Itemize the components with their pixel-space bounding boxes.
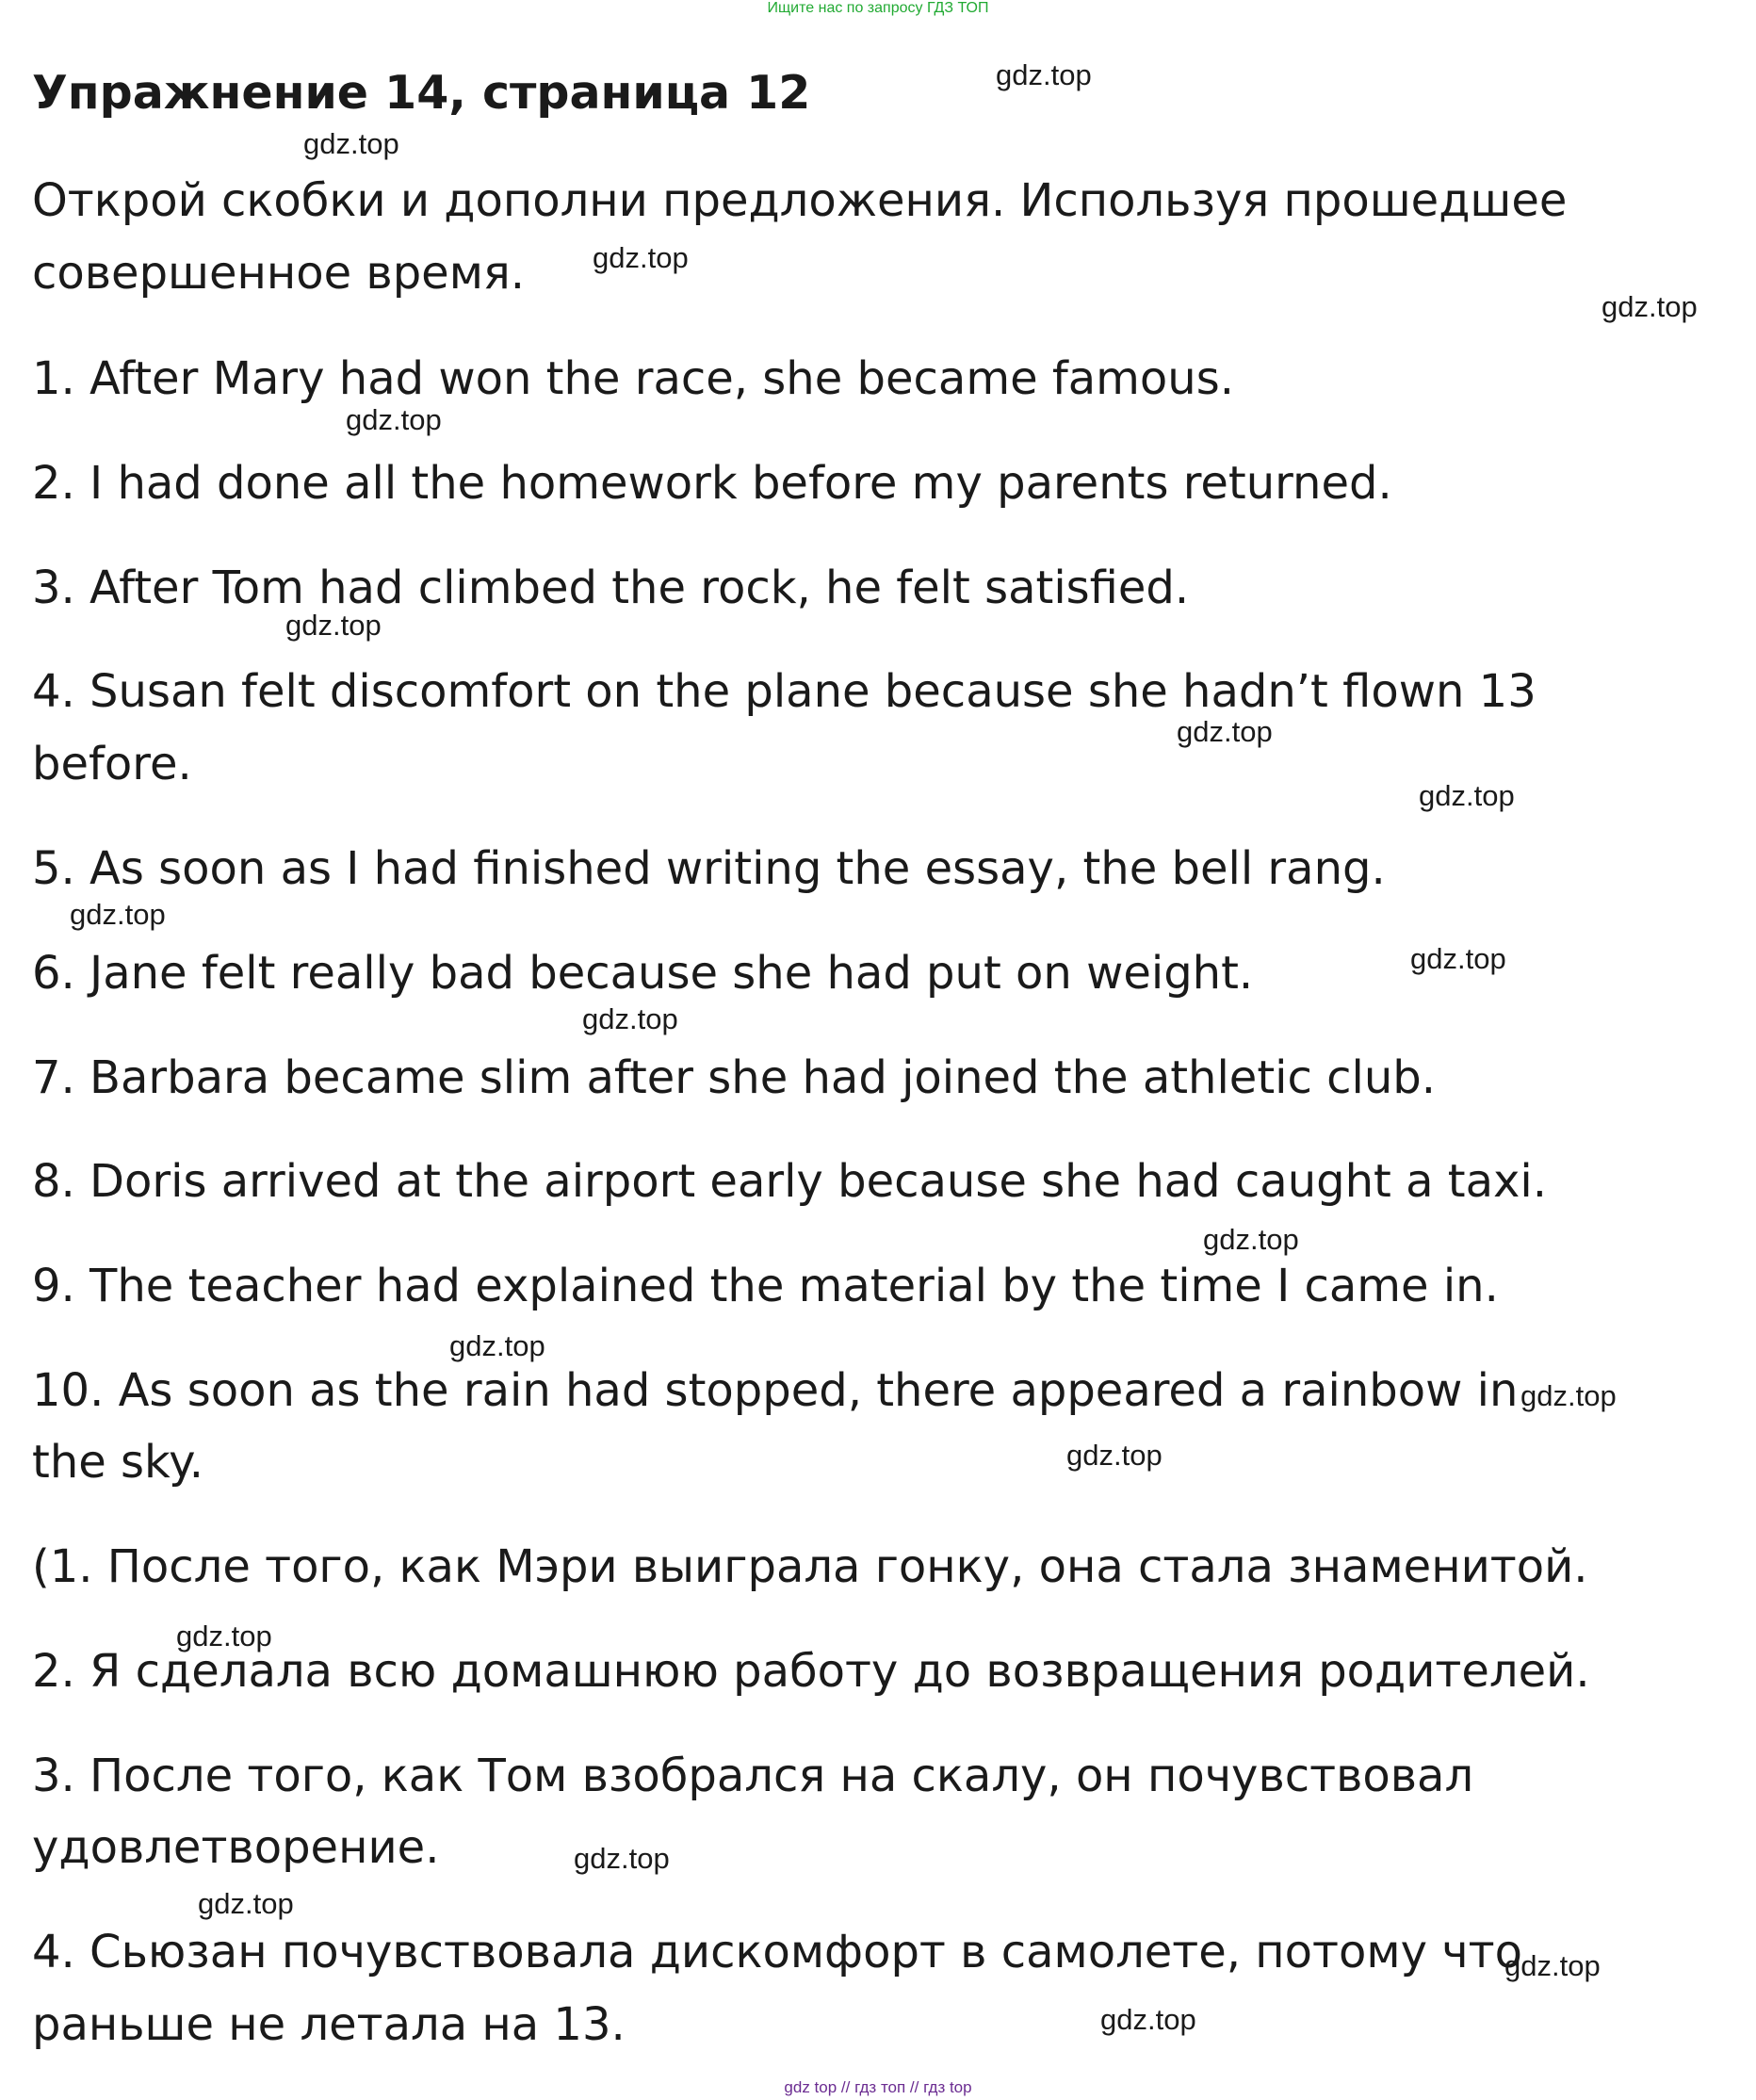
page-title: Упражнение 14, страница 12 (32, 66, 811, 120)
watermark: gdz.top (1203, 1223, 1299, 1256)
answer-line-3: 3. After Tom had climbed the rock, he felt satisfied. (32, 562, 1190, 614)
watermark: gdz.top (1520, 1379, 1617, 1412)
watermark: gdz.top (1602, 290, 1698, 323)
watermark: gdz.top (198, 1887, 294, 1920)
top-banner: Ищите нас по запросу ГДЗ ТОП (767, 0, 989, 16)
watermark: gdz.top (593, 241, 689, 274)
footer-watermark: gdz top // гдз топ // гдз top (784, 2078, 972, 2096)
answer-line-10a: 10. As soon as the rain had stopped, there appeared a rainbow in (32, 1364, 1519, 1417)
translation-line-4a: 4. Сьюзан почувствовала дискомфорт в самолете, потому что (32, 1926, 1522, 1978)
watermark: gdz.top (449, 1329, 545, 1362)
answer-line-9: 9. The teacher had explained the material by the time I came in. (32, 1260, 1499, 1312)
instruction-line-1: Открой скобки и дополни предложения. Используя прошедшее (32, 174, 1568, 227)
answer-line-4b: before. (32, 738, 192, 790)
answer-line-2: 2. I had done all the homework before my parents returned. (32, 457, 1392, 510)
translation-line-3b: удовлетворение. (32, 1821, 440, 1874)
translation-line-3a: 3. После того, как Том взобрался на скалу, он почувствовал (32, 1750, 1474, 1802)
answer-line-4a: 4. Susan felt discomfort on the plane because she hadn’t flown 13 (32, 665, 1536, 718)
watermark: gdz.top (996, 58, 1092, 91)
answer-line-5: 5. As soon as I had finished writing the essay, the bell rang. (32, 842, 1386, 895)
watermark: gdz.top (1410, 942, 1506, 975)
watermark: gdz.top (582, 1002, 678, 1035)
watermark: gdz.top (1177, 715, 1273, 748)
watermark: gdz.top (70, 898, 166, 931)
instruction-line-2: совершенное время. (32, 247, 526, 300)
watermark: gdz.top (1504, 1949, 1601, 1982)
answer-line-10b: the sky. (32, 1436, 203, 1489)
watermark: gdz.top (346, 403, 442, 436)
answer-line-7: 7. Barbara became slim after she had joined the athletic club. (32, 1051, 1437, 1104)
watermark: gdz.top (303, 127, 399, 160)
answer-line-8: 8. Doris arrived at the airport early because she had caught a taxi. (32, 1155, 1547, 1208)
answer-line-1: 1. After Mary had won the race, she became famous. (32, 352, 1234, 405)
watermark: gdz.top (1066, 1439, 1163, 1472)
answer-line-6: 6. Jane felt really bad because she had put on weight. (32, 947, 1254, 1000)
watermark: gdz.top (574, 1842, 670, 1875)
watermark: gdz.top (285, 609, 382, 642)
translation-line-4b: раньше не летала на 13. (32, 1998, 626, 2051)
translation-line-1: (1. После того, как Мэри выиграла гонку, она стала знаменитой. (32, 1540, 1588, 1593)
watermark: gdz.top (1100, 2003, 1196, 2036)
translation-line-2: 2. Я сделала всю домашнюю работу до возвращения родителей. (32, 1645, 1590, 1698)
watermark: gdz.top (1419, 779, 1515, 812)
watermark: gdz.top (176, 1620, 272, 1652)
